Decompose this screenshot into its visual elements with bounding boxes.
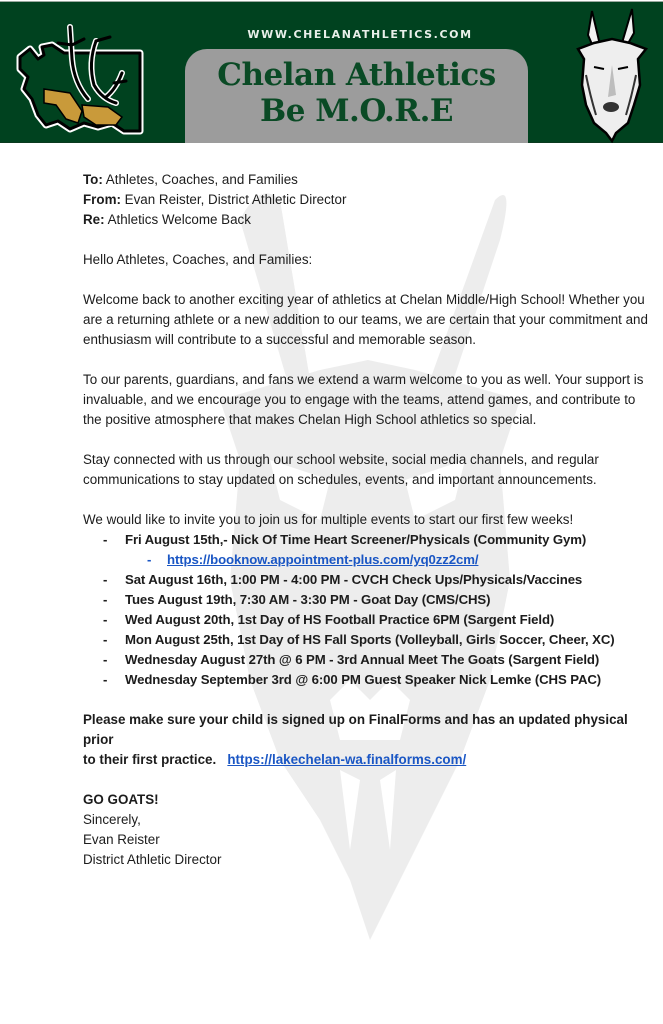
event-item	[83, 570, 653, 590]
banner-slogan: Be M.O.R.E	[260, 93, 453, 129]
from-value: Evan Reister, District Athletic Director	[124, 192, 347, 207]
event-subitem	[83, 550, 653, 570]
paragraph-parents: To our parents, guardians, and fans we extend a warm welcome to you as well. Your support is invaluable, and we encourage you to engage with the teams, attend games, and contribute to the positive atmosphere that makes Chelan High School athletics so special.	[83, 372, 644, 427]
from-line	[83, 190, 653, 210]
event-text: Fri August 15th,- Nick Of Time Heart Screener/Physicals (Community Gym)	[125, 532, 587, 547]
event-item	[83, 630, 653, 650]
go-goats	[83, 790, 653, 810]
signer-title: District Athletic Director	[83, 852, 222, 867]
event-text: Mon August 25th, 1st Day of HS Fall Sports (Volleyball, Girls Soccer, Cheer, XC)	[125, 632, 615, 647]
finalforms-link[interactable]: https://lakechelan-wa.finalforms.com/	[227, 752, 467, 767]
reminder-line2: to their first practice.	[83, 752, 217, 767]
bullet-dash: -	[103, 652, 108, 667]
from-label: From:	[83, 192, 121, 207]
paragraph-stay-connected: Stay connected with us through our school website, social media channels, and regular communications to stay updated on schedules, events, and important announcements.	[83, 452, 599, 487]
event-item	[83, 530, 653, 550]
bullet-dash: -	[103, 592, 108, 607]
event-text: Wednesday September 3rd @ 6:00 PM Guest Speaker Nick Lemke (CHS PAC)	[125, 672, 602, 687]
bullet-dash: -	[103, 532, 108, 547]
event-text: Sat August 16th, 1:00 PM - 4:00 PM - CVCH Check Ups/Physicals/Vaccines	[125, 572, 583, 587]
title-panel	[185, 49, 528, 143]
to-label: To:	[83, 172, 103, 187]
bullet-dash: -	[103, 672, 108, 687]
finalforms-reminder	[83, 710, 653, 770]
event-item	[83, 650, 653, 670]
events-intro: We would like to invite you to join us for multiple events to start our first few weeks!	[83, 512, 574, 527]
to-value: Athletes, Coaches, and Families	[102, 172, 298, 187]
bullet-dash: -	[103, 612, 108, 627]
banner-title: Chelan Athletics	[217, 57, 496, 93]
sign-off: Sincerely,	[83, 812, 141, 827]
reminder-line1: Please make sure your child is signed up on FinalForms and has an updated physical prior	[83, 712, 628, 747]
banner-top-border	[0, 1, 663, 2]
re-label: Re:	[83, 212, 105, 227]
booking-link[interactable]: https://booknow.appointment-plus.com/yq0zz2cm/	[167, 552, 479, 567]
event-text: Wednesday August 27th @ 6 PM - 3rd Annual Meet The Goats (Sargent Field)	[125, 652, 600, 667]
bullet-dash: -	[103, 572, 108, 587]
washington-caribou-logo-icon	[12, 19, 154, 137]
event-item	[83, 670, 653, 690]
re-line	[83, 210, 653, 230]
re-value: Athletics Welcome Back	[107, 212, 251, 227]
signer-name: Evan Reister	[83, 832, 160, 847]
mountain-goat-logo-icon	[572, 5, 650, 143]
site-url: WWW.CHELANATHLETICS.COM	[247, 28, 473, 41]
paragraph-welcome: Welcome back to another exciting year of athletics at Chelan Middle/High School! Whether you are a returning athlete or a new addition to our teams, we are certain that your commitment and enthusiasm will contribute to a successful and memorable season.	[83, 292, 648, 347]
cheer-text: GO GOATS!	[83, 792, 159, 807]
to-line	[83, 170, 653, 190]
greeting: Hello Athletes, Coaches, and Families:	[83, 252, 313, 267]
letter-body	[83, 170, 653, 870]
event-item	[83, 590, 653, 610]
bullet-dash: -	[147, 552, 152, 567]
header-banner	[0, 1, 663, 143]
bullet-dash: -	[103, 632, 108, 647]
event-text: Wed August 20th, 1st Day of HS Football Practice 6PM (Sargent Field)	[125, 612, 555, 627]
event-text: Tues August 19th, 7:30 AM - 3:30 PM - Goat Day (CMS/CHS)	[125, 592, 491, 607]
event-item	[83, 610, 653, 630]
events-list	[83, 530, 653, 690]
